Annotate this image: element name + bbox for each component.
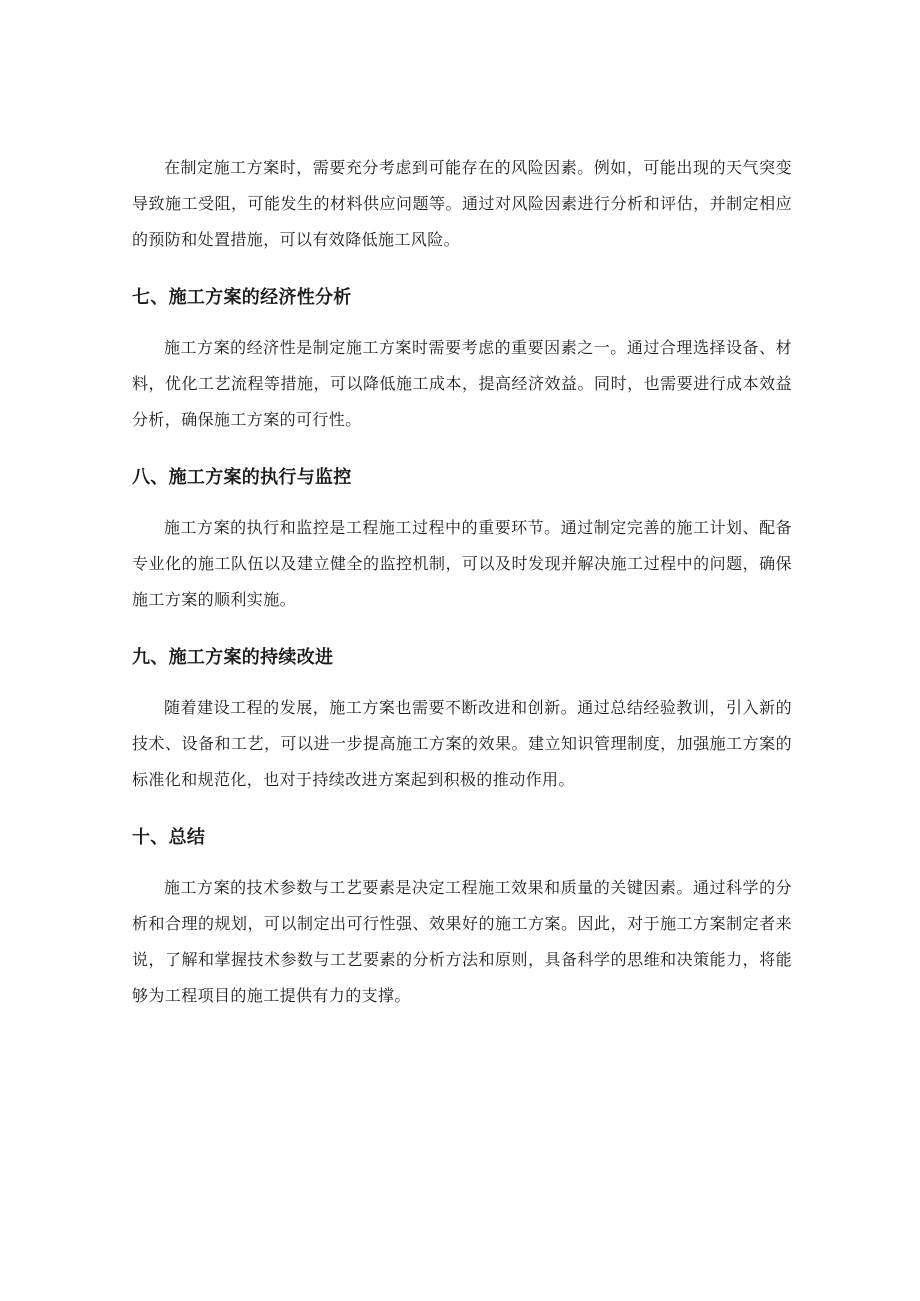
spacer	[132, 258, 792, 284]
summary-paragraph: 施工方案的技术参数与工艺要素是决定工程施工效果和质量的关键因素。通过科学的分析和合理的规划，可以制定出可行性强、效果好的施工方案。因此，对于施工方案制定者来说，了解和掌握技术参数与工艺要素的分析方法和原则，具备科学的思维和决策能力，将能够为工程项目的施工提供有力的支撑。	[132, 878, 792, 1005]
execution-paragraph: 施工方案的执行和监控是工程施工过程中的重要环节。通过制定完善的施工计划、配备专业化的施工队伍以及建立健全的监控机制，可以及时发现并解决施工过程中的问题，确保施工方案的顺利实施。	[132, 518, 792, 609]
spacer	[132, 852, 792, 870]
section-heading-summary: 十、总结	[132, 827, 206, 848]
section-heading-execution: 八、施工方案的执行与监控	[132, 467, 352, 488]
spacer	[132, 798, 792, 824]
section-heading-improvement: 九、施工方案的持续改进	[132, 647, 334, 668]
spacer	[132, 618, 792, 644]
section-heading-economic: 七、施工方案的经济性分析	[132, 287, 352, 308]
risk-paragraph: 在制定施工方案时，需要充分考虑到可能存在的风险因素。例如，可能出现的天气突变导致施工受阻，可能发生的材料供应问题等。通过对风险因素进行分析和评估，并制定相应的预防和处置措施，可以有效降低施工风险。	[132, 158, 792, 249]
document-page	[132, 150, 792, 1014]
improvement-paragraph: 随着建设工程的发展，施工方案也需要不断改进和创新。通过总结经验教训，引入新的技术、设备和工艺，可以进一步提高施工方案的效果。建立知识管理制度，加强施工方案的标准化和规范化，也对于持续改进方案起到积极的推动作用。	[132, 698, 792, 789]
spacer	[132, 312, 792, 330]
spacer	[132, 438, 792, 464]
economic-paragraph: 施工方案的经济性是制定施工方案时需要考虑的重要因素之一。通过合理选择设备、材料，优化工艺流程等措施，可以降低施工成本，提高经济效益。同时，也需要进行成本效益分析，确保施工方案的可行性。	[132, 338, 792, 429]
spacer	[132, 672, 792, 690]
spacer	[132, 492, 792, 510]
